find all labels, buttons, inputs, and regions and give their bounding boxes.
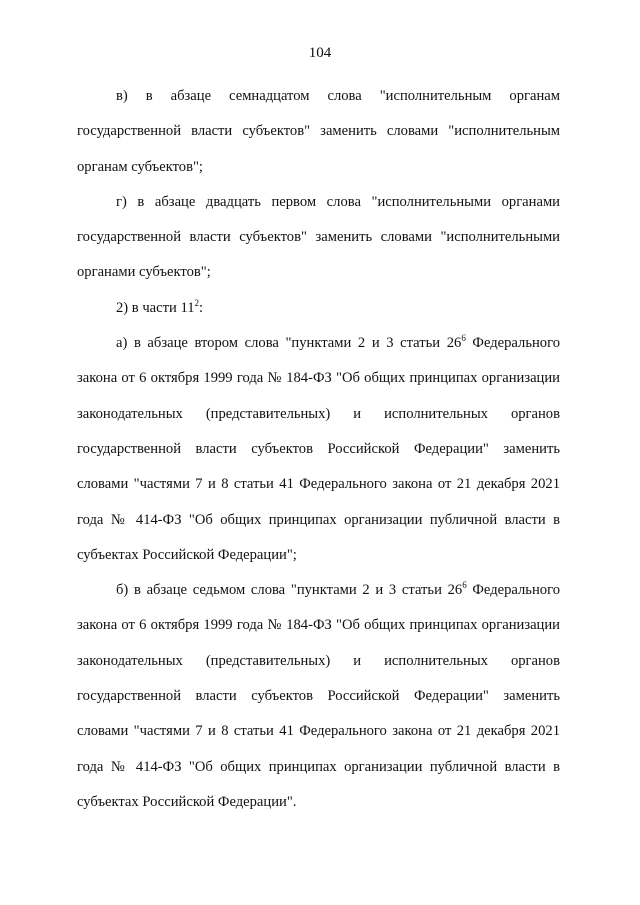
page-number: 104 [308,45,332,61]
paragraph-a [77,326,560,573]
paragraph-text: 2) в части 11 [116,299,195,316]
paragraph-text: б) в абзаце седьмом слова "пунктами 2 и 3 статьи 26 [116,582,463,599]
paragraph-b [77,573,560,820]
paragraph-text: а) в абзаце втором слова "пунктами 2 и 3 статьи 26 [116,335,462,352]
paragraph-g: г) в абзаце двадцать первом слова "исполнительными органами государственной власти субъектов" заменить словами "исполнительными органами субъектов"; [77,193,560,281]
paragraph-v: в) в абзаце семнадцатом слова "исполнительным органам государственной власти субъектов" заменить словами "исполнительным органам субъектов"; [77,88,560,175]
superscript: 6 [461,333,466,344]
superscript: 6 [462,580,467,591]
document-body [77,79,560,820]
paragraph-text: Федерального закона от 6 октября 1999 года № 184-ФЗ "Об общих принципах организации законодательных (представительных) и исполнительных органов государственной власти субъектов Российской Федерации" заменить словами "частями 7 и 8 статьи 41 Федерального закона от 21 декабря 2021 года № 414-ФЗ "Об общих принципах организации публичной власти в субъектах Российской Федерации". [77,582,560,810]
paragraph-text: Федерального закона от 6 октября 1999 года № 184-ФЗ "Об общих принципах организации законодательных (представительных) и исполнительных органов государственной власти субъектов Российской Федерации" заменить словами "частями 7 и 8 статьи 41 Федерального закона от 21 декабря 2021 года № 414-ФЗ "Об общих принципах организации публичной власти в субъектах Российской Федерации"; [77,335,560,563]
superscript: 2 [194,297,200,308]
paragraph-text: : [199,299,204,316]
paragraph-part-11-2 [77,291,560,326]
